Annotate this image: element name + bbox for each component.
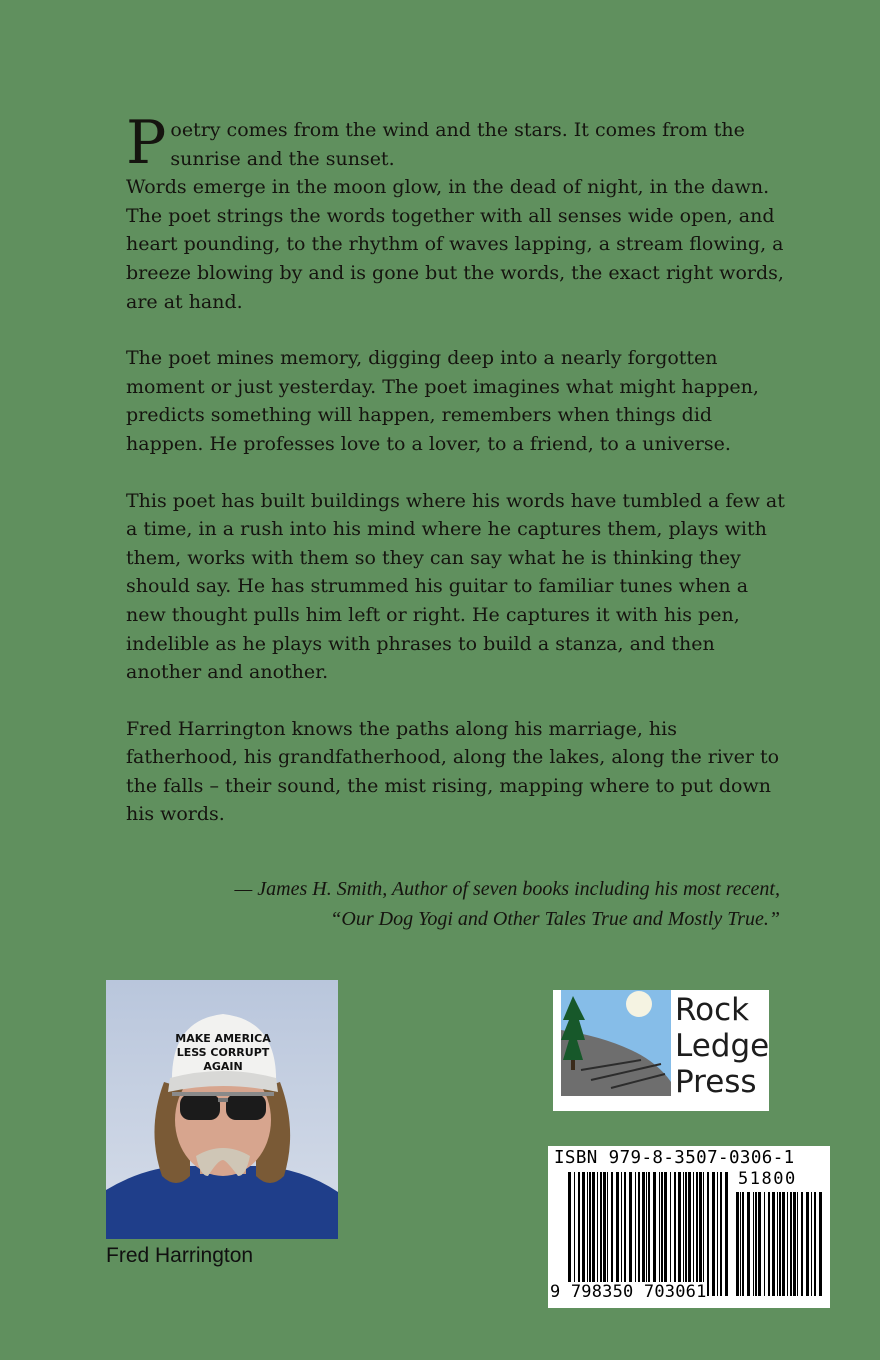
barcode-bar (787, 1192, 788, 1296)
barcode-bar (819, 1192, 822, 1296)
barcode-bar (659, 1172, 660, 1296)
barcode-bar (797, 1192, 798, 1296)
drop-cap: P (126, 108, 167, 178)
barcode-bar (790, 1192, 792, 1296)
barcode-bar (806, 1192, 809, 1296)
barcode-bar (664, 1172, 667, 1296)
hat-text-line-3: AGAIN (203, 1060, 243, 1073)
barcode-bar (582, 1172, 585, 1296)
blurb-paragraph-3: This poet has built buildings where his words have tumbled a few at a time, in a rush into his mind where he captures them, plays with them, works with them so they can say what he is thinking they should say. He has strummed his guitar to familiar tunes when a new thought pulls him left or right. He captures it with his pen, indelible as he plays with phrases to build a stanza, and then another and another. (126, 489, 785, 684)
barcode-bar (629, 1172, 632, 1296)
publisher-logo-mark-icon (561, 990, 671, 1111)
barcode-bar (720, 1172, 722, 1296)
barcode-bar (758, 1192, 761, 1296)
barcode-bar (782, 1192, 785, 1296)
barcode-bar (742, 1192, 744, 1296)
blurb-paragraph-2: The poet mines memory, digging deep into a nearly forgotten moment or just yesterday. The poet imagines what might happen, predicts something will happen, remembers when things did happen. He professes love to a lover, to a friend, to a universe. (126, 347, 759, 455)
isbn-barcode (548, 1146, 830, 1308)
barcode-bar (624, 1172, 626, 1296)
barcode-bar (568, 1172, 571, 1296)
barcode-bar (603, 1172, 606, 1296)
blurb-p1-continued: Words emerge in the moon glow, in the dead of night, in the dawn. The poet strings the words together with all senses wide open, and heart pounding, to the rhythm of waves lapping, a stream flowing, a breeze blowing by and is gone but the words, the exact right words, are at hand. (126, 176, 784, 313)
barcode-bar (811, 1192, 812, 1296)
author-photo-caption: Fred Harrington (106, 1244, 254, 1267)
publisher-logo (553, 990, 769, 1111)
barcode-bar (592, 1172, 595, 1296)
publisher-name-line-2: Ledge (675, 1028, 770, 1064)
barcode-bar (597, 1172, 598, 1296)
barcode-bar (616, 1172, 619, 1296)
barcode-bar (725, 1172, 728, 1296)
barcode-bar (661, 1172, 663, 1296)
barcode-bar (764, 1192, 765, 1296)
hat-text-line-1: MAKE AMERICA (175, 1032, 271, 1045)
barcode-bar (703, 1172, 704, 1296)
barcode-bar (740, 1192, 741, 1296)
isbn-label: ISBN 979-8-3507-0306-1 (554, 1148, 795, 1168)
barcode-bar (578, 1172, 580, 1296)
barcode-bar (707, 1172, 709, 1296)
publisher-name-line-1: Rock (675, 992, 750, 1028)
barcode-bar (768, 1192, 770, 1296)
barcode-bar (674, 1172, 676, 1296)
author-portrait-illustration (106, 980, 338, 1239)
blurb-attribution (126, 874, 780, 934)
price-code: 51800 (738, 1169, 797, 1189)
barcode-bar (772, 1192, 775, 1296)
barcode-bar (646, 1172, 647, 1296)
barcode-bar (678, 1172, 681, 1296)
barcode-bar (747, 1192, 750, 1296)
barcode-bar (688, 1172, 691, 1296)
barcode-bar (611, 1172, 613, 1296)
blurb-p1-opening: oetry comes from the wind and the stars. It comes from the sunrise and the sunset. (170, 119, 745, 170)
barcode-bar (736, 1192, 739, 1296)
barcode-bar (696, 1172, 698, 1296)
attribution-line-1: — James H. Smith, Author of seven books including his most recent, (234, 878, 780, 900)
barcode-bar (814, 1192, 816, 1296)
barcode-bar (755, 1192, 757, 1296)
back-cover-blurb (126, 108, 786, 857)
barcode-bar (712, 1172, 715, 1296)
barcode-bar (693, 1172, 694, 1296)
barcode-bar (699, 1172, 702, 1296)
barcode-bar (635, 1172, 636, 1296)
barcode-bar (670, 1172, 671, 1296)
barcode-bar (685, 1172, 687, 1296)
blurb-paragraph-4: Fred Harrington knows the paths along his marriage, his fatherhood, his grandfatherhood, along the lakes, along the river to the falls – their sound, the mist rising, mapping where to put down his words. (126, 717, 780, 826)
barcode-bar (621, 1172, 622, 1296)
barcode-bar (648, 1172, 650, 1296)
attribution-line-2: “Our Dog Yogi and Other Tales True and Mostly True.” (330, 908, 780, 930)
barcode-bar (717, 1172, 718, 1296)
barcode-bar (683, 1172, 684, 1296)
barcode-bar (600, 1172, 602, 1296)
barcode-bar (653, 1172, 656, 1296)
publisher-name-line-3: Press (675, 1064, 757, 1100)
blurb-paragraph-1 (126, 108, 786, 316)
barcode-bar (801, 1192, 803, 1296)
hat-text-line-2: LESS CORRUPT (176, 1046, 270, 1059)
barcode-bar (638, 1172, 640, 1296)
author-photo (106, 980, 338, 1239)
barcode-bar (607, 1172, 608, 1296)
barcode-bar (589, 1172, 591, 1296)
barcode-bar (587, 1172, 588, 1296)
barcode-bar (574, 1172, 575, 1296)
ean-digits: 9 798350 703061 (550, 1282, 707, 1302)
publisher-name (675, 992, 769, 1100)
barcode-bar (779, 1192, 781, 1296)
barcode-bar (642, 1172, 645, 1296)
barcode-bar (777, 1192, 778, 1296)
barcode-bar (793, 1192, 796, 1296)
barcode-bar (753, 1192, 754, 1296)
